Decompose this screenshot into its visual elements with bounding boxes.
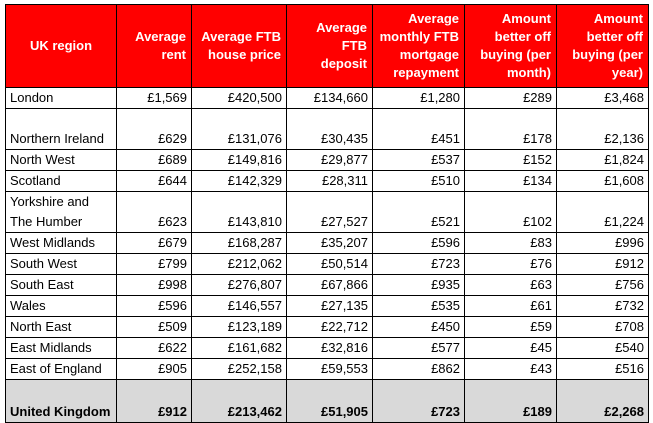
header-better-off-per-month: Amount better off buying (per month) bbox=[465, 5, 557, 88]
mortgage-cell: £935 bbox=[373, 275, 465, 296]
table-row bbox=[6, 88, 649, 109]
deposit-cell: £59,553 bbox=[287, 359, 373, 380]
rent-cell: £622 bbox=[117, 338, 192, 359]
per-year-cell: £708 bbox=[557, 317, 649, 338]
region-cell: Yorkshire and The Humber bbox=[6, 192, 117, 233]
house-price-cell: £131,076 bbox=[192, 109, 287, 150]
per-month-cell: £45 bbox=[465, 338, 557, 359]
header-average-ftb-deposit: Average FTB deposit bbox=[287, 5, 373, 88]
region-cell: West Midlands bbox=[6, 233, 117, 254]
house-price-cell: £212,062 bbox=[192, 254, 287, 275]
rent-cell: £629 bbox=[117, 109, 192, 150]
rent-cell: £799 bbox=[117, 254, 192, 275]
header-average-ftb-house-price: Average FTB house price bbox=[192, 5, 287, 88]
mortgage-cell: £521 bbox=[373, 192, 465, 233]
rent-cell: £679 bbox=[117, 233, 192, 254]
per-month-cell: £83 bbox=[465, 233, 557, 254]
region-cell: East of England bbox=[6, 359, 117, 380]
header-better-off-per-year: Amount better off buying (per year) bbox=[557, 5, 649, 88]
house-price-cell: £146,557 bbox=[192, 296, 287, 317]
region-cell: London bbox=[6, 88, 117, 109]
region-cell: North West bbox=[6, 150, 117, 171]
table-row bbox=[6, 233, 649, 254]
house-price-cell: £149,816 bbox=[192, 150, 287, 171]
per-year-cell: £912 bbox=[557, 254, 649, 275]
per-year-cell: £2,136 bbox=[557, 109, 649, 150]
region-cell: Wales bbox=[6, 296, 117, 317]
region-cell: South West bbox=[6, 254, 117, 275]
per-month-cell: £189 bbox=[465, 380, 557, 423]
rent-cell: £644 bbox=[117, 171, 192, 192]
header-uk-region: UK region bbox=[6, 5, 117, 88]
mortgage-cell: £1,280 bbox=[373, 88, 465, 109]
mortgage-cell: £577 bbox=[373, 338, 465, 359]
deposit-cell: £28,311 bbox=[287, 171, 373, 192]
deposit-cell: £22,712 bbox=[287, 317, 373, 338]
header-row bbox=[6, 5, 649, 88]
house-price-cell: £142,329 bbox=[192, 171, 287, 192]
mortgage-cell: £723 bbox=[373, 254, 465, 275]
mortgage-cell: £537 bbox=[373, 150, 465, 171]
table-row bbox=[6, 171, 649, 192]
per-month-cell: £61 bbox=[465, 296, 557, 317]
header-monthly-mortgage-repayment: Average monthly FTB mortgage repayment bbox=[373, 5, 465, 88]
table-row bbox=[6, 317, 649, 338]
house-price-cell: £123,189 bbox=[192, 317, 287, 338]
per-month-cell: £63 bbox=[465, 275, 557, 296]
per-month-cell: £102 bbox=[465, 192, 557, 233]
rent-cell: £905 bbox=[117, 359, 192, 380]
uk-total-row bbox=[6, 380, 649, 423]
table-row bbox=[6, 150, 649, 171]
per-year-cell: £540 bbox=[557, 338, 649, 359]
per-year-cell: £516 bbox=[557, 359, 649, 380]
house-price-cell: £420,500 bbox=[192, 88, 287, 109]
per-year-cell: £3,468 bbox=[557, 88, 649, 109]
rent-cell: £1,569 bbox=[117, 88, 192, 109]
region-cell: Northern Ireland bbox=[6, 109, 117, 150]
per-month-cell: £76 bbox=[465, 254, 557, 275]
region-cell: United Kingdom bbox=[6, 380, 117, 423]
per-year-cell: £732 bbox=[557, 296, 649, 317]
rent-cell: £509 bbox=[117, 317, 192, 338]
per-year-cell: £1,608 bbox=[557, 171, 649, 192]
region-cell: Scotland bbox=[6, 171, 117, 192]
deposit-cell: £29,877 bbox=[287, 150, 373, 171]
deposit-cell: £134,660 bbox=[287, 88, 373, 109]
table-row bbox=[6, 192, 649, 233]
table-row bbox=[6, 109, 649, 150]
mortgage-cell: £535 bbox=[373, 296, 465, 317]
region-cell: East Midlands bbox=[6, 338, 117, 359]
region-cell: South East bbox=[6, 275, 117, 296]
rent-cell: £998 bbox=[117, 275, 192, 296]
deposit-cell: £51,905 bbox=[287, 380, 373, 423]
per-year-cell: £1,824 bbox=[557, 150, 649, 171]
rent-cell: £689 bbox=[117, 150, 192, 171]
rent-cell: £912 bbox=[117, 380, 192, 423]
house-price-cell: £213,462 bbox=[192, 380, 287, 423]
table-row bbox=[6, 275, 649, 296]
per-year-cell: £1,224 bbox=[557, 192, 649, 233]
house-price-cell: £168,287 bbox=[192, 233, 287, 254]
per-month-cell: £43 bbox=[465, 359, 557, 380]
deposit-cell: £30,435 bbox=[287, 109, 373, 150]
mortgage-cell: £451 bbox=[373, 109, 465, 150]
mortgage-cell: £450 bbox=[373, 317, 465, 338]
house-price-cell: £252,158 bbox=[192, 359, 287, 380]
rent-vs-buy-table bbox=[5, 4, 649, 423]
house-price-cell: £143,810 bbox=[192, 192, 287, 233]
deposit-cell: £27,527 bbox=[287, 192, 373, 233]
rent-cell: £623 bbox=[117, 192, 192, 233]
house-price-cell: £161,682 bbox=[192, 338, 287, 359]
per-month-cell: £289 bbox=[465, 88, 557, 109]
rent-cell: £596 bbox=[117, 296, 192, 317]
header-average-rent: Average rent bbox=[117, 5, 192, 88]
mortgage-cell: £723 bbox=[373, 380, 465, 423]
deposit-cell: £35,207 bbox=[287, 233, 373, 254]
deposit-cell: £50,514 bbox=[287, 254, 373, 275]
per-year-cell: £756 bbox=[557, 275, 649, 296]
region-cell: North East bbox=[6, 317, 117, 338]
deposit-cell: £27,135 bbox=[287, 296, 373, 317]
per-year-cell: £996 bbox=[557, 233, 649, 254]
deposit-cell: £32,816 bbox=[287, 338, 373, 359]
table-row bbox=[6, 359, 649, 380]
table-row bbox=[6, 254, 649, 275]
per-month-cell: £134 bbox=[465, 171, 557, 192]
per-month-cell: £152 bbox=[465, 150, 557, 171]
deposit-cell: £67,866 bbox=[287, 275, 373, 296]
mortgage-cell: £596 bbox=[373, 233, 465, 254]
house-price-cell: £276,807 bbox=[192, 275, 287, 296]
per-month-cell: £59 bbox=[465, 317, 557, 338]
table-row bbox=[6, 338, 649, 359]
mortgage-cell: £510 bbox=[373, 171, 465, 192]
per-year-cell: £2,268 bbox=[557, 380, 649, 423]
per-month-cell: £178 bbox=[465, 109, 557, 150]
table-row bbox=[6, 296, 649, 317]
mortgage-cell: £862 bbox=[373, 359, 465, 380]
